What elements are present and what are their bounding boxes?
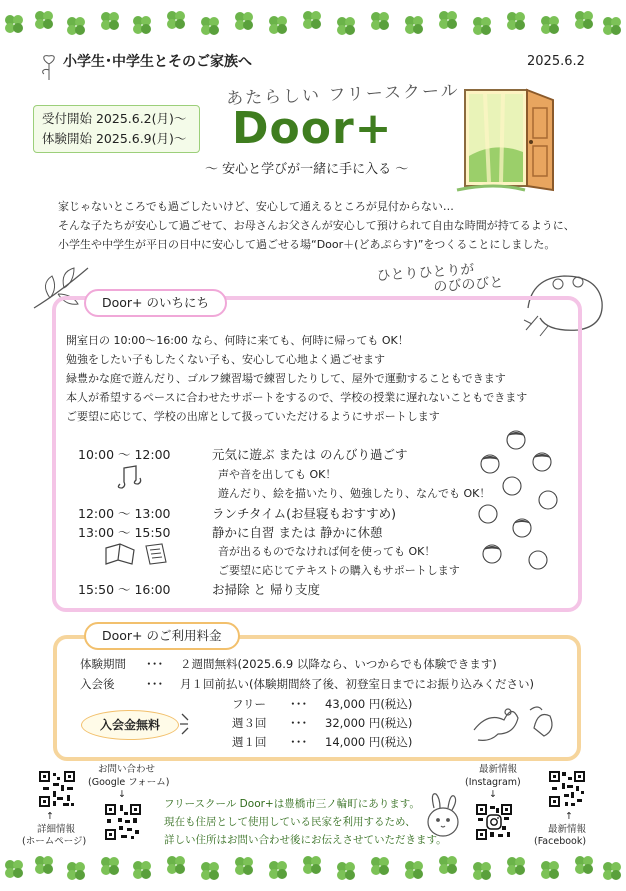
schedule-time: 13:00 〜 15:50 <box>78 525 171 540</box>
fee-label: 体験期間 <box>80 657 126 671</box>
schedule-time: 15:50 〜 16:00 <box>78 582 171 597</box>
location-line: 詳しい住所はお問い合わせ後にお伝えさせていただきます。 <box>164 834 447 846</box>
open-door-illustration <box>455 86 565 194</box>
schedule-note: 声や音を出しても OK！ <box>218 468 337 481</box>
schedule-activity: ランチタイム(お昼寝もおすすめ) <box>212 506 397 521</box>
schedule-activity: 静かに自習 または 静かに休憩 <box>212 525 383 540</box>
dates-box <box>33 105 200 153</box>
frog-jump-sketch-icon <box>468 690 560 746</box>
handwritten-slogan <box>376 261 504 300</box>
form-label-1: お問い合わせ <box>98 764 156 775</box>
daily-desc-line: 開室日の 10:00〜16:00 なら、何時に来ても、何時に帰っても OK！ <box>66 334 409 347</box>
homepage-label-2: (ホームページ) <box>22 836 87 847</box>
book-icon <box>102 540 174 568</box>
audience-heading: 小学生･中学生とそのご家族へ <box>63 54 252 70</box>
plan-price: 32,000 円(税込) <box>325 716 413 730</box>
intro-line: 小学生や中学生が平日の日中に安心して過ごせる場“Door＋(どあぷらす)”をつくることにしました。 <box>58 238 556 251</box>
clover-pattern-icon <box>0 853 626 883</box>
plan-price: 43,000 円(税込) <box>325 697 413 711</box>
facebook-label-2: (Facebook) <box>534 836 587 847</box>
location-note <box>164 795 447 849</box>
homepage-qr-code[interactable] <box>37 769 77 809</box>
fee-value: ２週間無料(2025.6.9 以降なら、いつからでも体験できます) <box>180 657 497 671</box>
flower-sketch-icon <box>38 52 60 82</box>
reception-start: 受付開始 2025.6.2(月)〜 <box>42 111 187 126</box>
schedule-note: 音が出るものでなければ何を使っても OK！ <box>218 545 436 558</box>
tagline: 〜 安心と学びが一緒に手に入る 〜 <box>205 162 409 177</box>
location-line: フリースクール Door+は豊橋市三ノ輪町にあります。 <box>164 798 420 810</box>
intro-line: そんな子たちが安心して過ごせて、お母さんお父さんが安心して預けられて自由な時間が持てるように、 <box>58 219 575 232</box>
instagram-qr-code[interactable] <box>474 802 514 842</box>
free-admission-badge: 入会金無料 <box>81 710 179 740</box>
intro-line: 家じゃないところでも過ごしたいけど、安心して通えるところが見付からない… <box>58 200 454 213</box>
contact-form-qr-code[interactable] <box>103 802 143 842</box>
instagram-label-2: (Instagram) <box>465 777 521 788</box>
daily-description <box>66 331 527 426</box>
fee-dots: ･･･ <box>146 657 164 671</box>
schedule-activity: 元気に遊ぶ または のんびり過ごす <box>212 447 408 462</box>
clover-border-top <box>0 8 626 38</box>
sparkle-icon <box>178 708 200 738</box>
facebook-qr-code[interactable] <box>547 769 587 809</box>
page-title: Door+ <box>232 103 393 154</box>
plan-dots: ･･･ <box>290 716 308 730</box>
fees-heading: Door+ のご利用料金 <box>84 622 240 650</box>
intro-text <box>58 197 588 254</box>
trial-start: 体験開始 2025.6.9(月)〜 <box>42 131 187 146</box>
rabbit-sketch-icon <box>420 790 466 842</box>
script-subtitle: あたらしい フリースクール <box>225 80 460 110</box>
plan-dots: ･･･ <box>290 697 308 711</box>
schedule-time: 10:00 〜 12:00 <box>78 447 171 462</box>
fee-value: 月１回前払い(体験期間終了後、初登室日までにお振り込みください) <box>180 677 534 691</box>
plan-label: 週１回 <box>232 735 267 749</box>
slogan-line-2: のびのびと <box>432 274 504 296</box>
schedule-note: ご要望に応じてテキストの購入もサポートします <box>218 564 460 577</box>
instagram-arrow: ↓ <box>489 789 497 800</box>
daily-heading: Door+ のいちにち <box>84 289 227 317</box>
plan-label: フリー <box>232 697 267 711</box>
schedule-note: 遊んだり、絵を描いたり、勉強したり、なんでも OK！ <box>218 487 491 500</box>
plan-dots: ･･･ <box>290 735 308 749</box>
publication-date: 2025.6.2 <box>527 54 585 69</box>
plan-price: 14,000 円(税込) <box>325 735 413 749</box>
plan-label: 週３回 <box>232 716 267 730</box>
form-label-2: (Google フォーム) <box>88 777 170 788</box>
music-note-icon <box>114 464 158 490</box>
daily-desc-line: 勉強をしたい子もしたくない子も、安心して心地よく過ごせます <box>66 353 385 366</box>
fee-dots: ･･･ <box>146 677 164 691</box>
schedule-activity: お掃除 と 帰り支度 <box>212 582 320 597</box>
facebook-label-1: 最新情報 <box>548 824 587 835</box>
facebook-arrow: ↑ <box>565 811 573 822</box>
form-arrow: ↓ <box>118 789 126 800</box>
fee-label: 入会後 <box>80 677 115 691</box>
instagram-label-1: 最新情報 <box>479 764 518 775</box>
homepage-arrow: ↑ <box>46 811 54 822</box>
homepage-label-1: 詳細情報 <box>37 824 76 835</box>
location-line: 現在も住居として使用している民家を利用するため、 <box>164 816 416 828</box>
clover-pattern-icon <box>0 8 626 38</box>
daily-desc-line: 本人が希望するペースに合わせたサポートをするので、学校の授業に遅れないこともできます <box>66 391 528 404</box>
daily-desc-line: ご要望に応じて、学校の出席として扱っていただけるようにサポートします <box>66 410 440 423</box>
slogan-line-1: ひとりひとりが <box>376 261 475 285</box>
children-faces-icon <box>472 428 568 578</box>
schedule-time: 12:00 〜 13:00 <box>78 506 171 521</box>
daily-desc-line: 緑豊かな庭で遊んだり、ゴルフ練習場で練習したりして、屋外で運動することもできます <box>66 372 506 385</box>
clover-border-bottom <box>0 853 626 883</box>
